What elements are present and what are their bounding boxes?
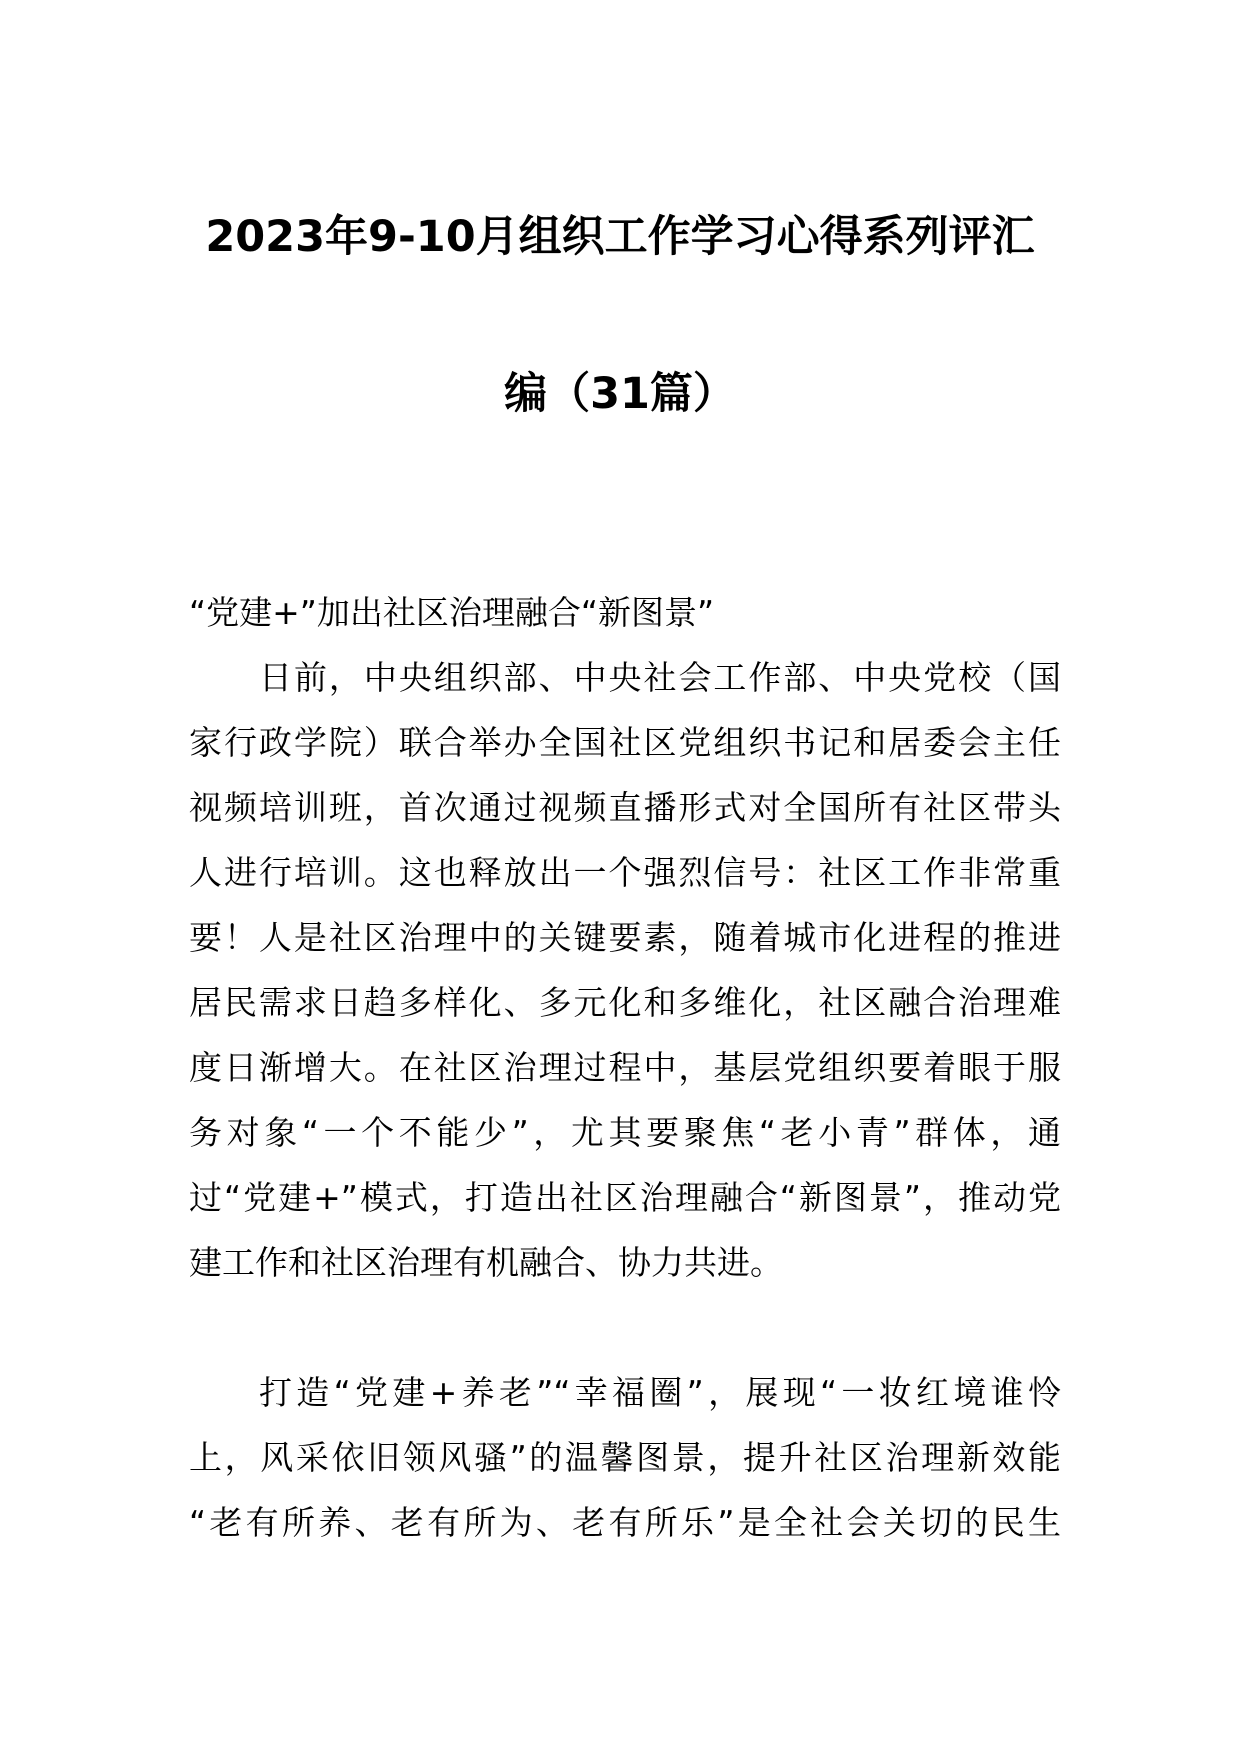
document-title-line-1: 2023年9-10月组织工作学习心得系列评汇	[205, 212, 1035, 262]
paragraph-line: 过“党建+”模式，打造出社区治理融合“新图景”，推动党	[189, 1178, 1061, 1217]
paragraph-line: 打造“党建+养老”“幸福圈”，展现“一妆红境谁怜	[259, 1373, 1061, 1412]
paragraph-gap	[189, 1295, 1061, 1360]
document-title-line-2: 编（31篇）	[504, 369, 736, 419]
paragraph-line: 日前，中央组织部、中央社会工作部、中央党校（国	[259, 658, 1061, 697]
paragraph-line: 视频培训班，首次通过视频直播形式对全国所有社区带头	[189, 788, 1061, 827]
paragraph-line: 人进行培训。这也释放出一个强烈信号：社区工作非常重	[189, 853, 1061, 892]
paragraph-line: 度日渐增大。在社区治理过程中，基层党组织要着眼于服	[189, 1048, 1061, 1087]
paragraph-line: 建工作和社区治理有机融合、协力共进。	[189, 1243, 783, 1282]
paragraph-line: 务对象“一个不能少”，尤其要聚焦“老小青”群体，通	[189, 1113, 1061, 1152]
paragraph-line: 要！人是社区治理中的关键要素，随着城市化进程的推进	[189, 918, 1061, 957]
paragraph-line: “老有所养、老有所为、老有所乐”是全社会关切的民生	[189, 1503, 1061, 1542]
paragraph-line: 上，风采依旧领风骚”的温馨图景，提升社区治理新效能	[189, 1438, 1061, 1477]
article-heading: “党建+”加出社区治理融合“新图景”	[189, 593, 715, 632]
paragraph-line: 家行政学院）联合举办全国社区党组织书记和居委会主任	[189, 723, 1061, 762]
paragraph-line: 居民需求日趋多样化、多元化和多维化，社区融合治理难	[189, 983, 1061, 1022]
article-body	[189, 580, 1061, 1555]
